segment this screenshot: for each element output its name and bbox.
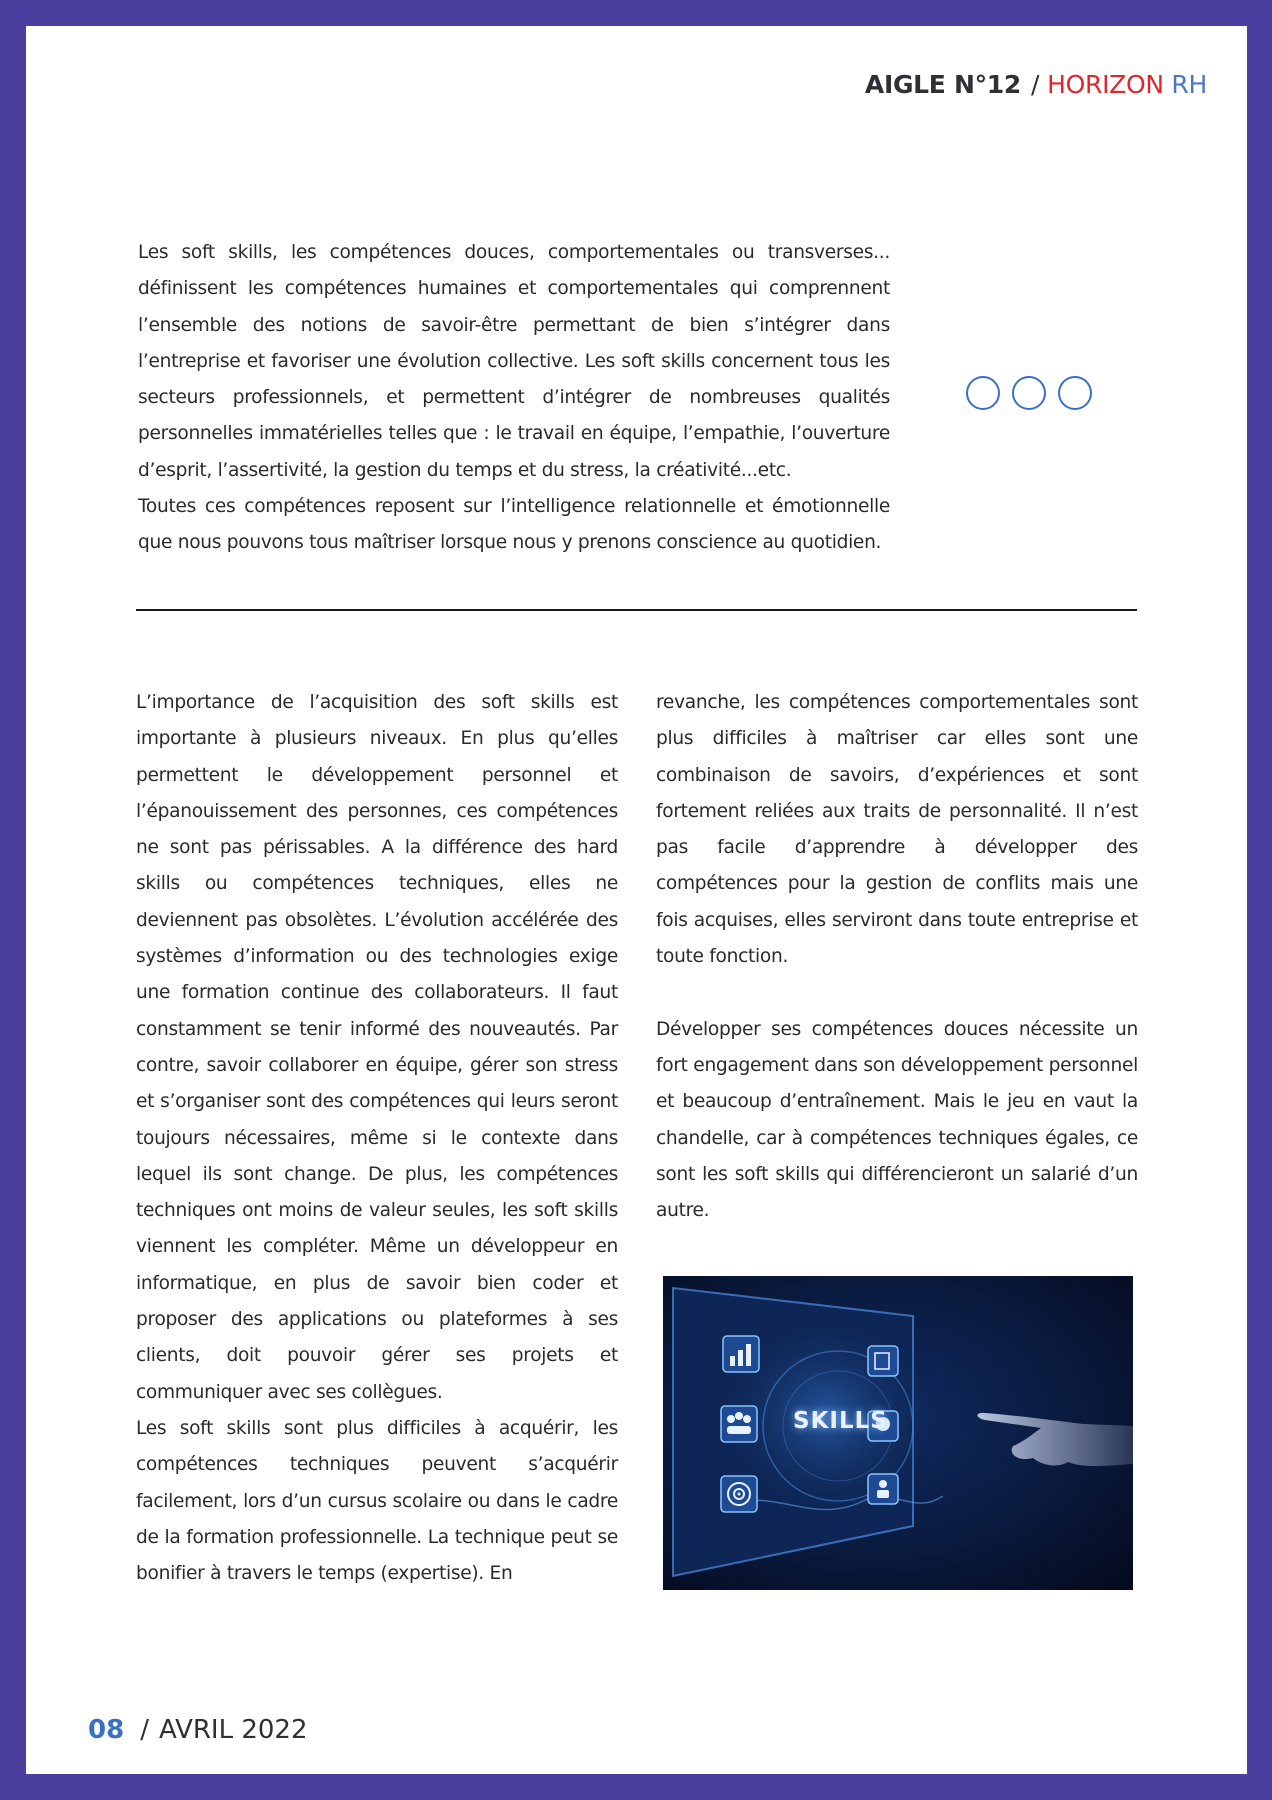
footer-separator: / <box>140 1715 149 1745</box>
article-paragraph: revanche, les compétences comportementales sont plus difficiles à maîtriser car elles sont une combinaison de savoirs, d’expériences et sont fortement reliées aux traits de personnalité. Il n’est pas facile d’apprendre à développer des compétences pour la gestion de conflits mais une fois acquises, elles serviront dans toute entreprise et toute fonction. <box>656 692 1138 968</box>
person-award-icon <box>868 1474 898 1504</box>
skills-illustration <box>663 1276 1133 1590</box>
circle-icon <box>966 376 1000 410</box>
header-separator: / <box>1031 70 1040 99</box>
page-number: 08 <box>88 1715 125 1745</box>
issue-label: AIGLE N°12 <box>864 70 1021 99</box>
page-footer <box>88 1715 308 1745</box>
article-column-right <box>656 685 1138 1229</box>
document-icon <box>868 1346 898 1376</box>
section-divider <box>136 609 1137 611</box>
intro-text <box>138 235 890 562</box>
article-column-left <box>136 685 618 1592</box>
pointing-hand <box>978 1413 1134 1466</box>
team-icon <box>721 1406 757 1442</box>
issue-date: AVRIL 2022 <box>158 1715 308 1745</box>
article-paragraph: L’importance de l’acquisition des soft skills est importante à plusieurs niveaux. En plus qu’elles permettent le développement personnel et l’épanouissement des personnes, ces compétences ne sont pas périssables. A la différence des hard skills ou compétences techniques, elles ne deviennent pas obsolètes. L’évolution accélérée des systèmes d’information ou des technologies exige une formation continue des collaborateurs. Il faut constamment se tenir informé des nouveautés. Par contre, savoir collaborer en équipe, gérer son stress et s’organiser sont des compétences qui leurs seront toujours nécessaires, même si le contexte dans lequel ils sont change. De plus, les compétences techniques ont moins de valeur seules, les soft skills viennent les compléter. Même un développeur en informatique, en plus de savoir bien coder et proposer des applications ou plateformes à ses clients, doit pouvoir gérer ses projets et communiquer avec ses collègues. <box>136 692 618 1403</box>
bar-chart-icon <box>723 1336 759 1372</box>
page-header <box>865 70 1207 99</box>
brand-rh: RH <box>1171 70 1207 99</box>
brand-horizon: HORIZON <box>1047 70 1164 99</box>
intro-paragraph-1: Les soft skills, les compétences douces, comportementales ou transverses... définissent les compétences humaines et comportementales qui comprennent l’ensemble des notions de savoir-être permettant de bien s’intégrer dans l’entreprise et favoriser une évolution collective. Les soft skills concernent tous les secteurs professionnels, et permettent d’intégrer de nombreuses qualités personnelles immatérielles telles que : le travail en équipe, l’empathie, l’ouverture d’esprit, l’assertivité, la gestion du temps et du stress, la créativité...etc. <box>138 242 890 481</box>
article-paragraph: Les soft skills sont plus difficiles à acquérir, les compétences techniques peuvent s’acquérir facilement, lors d’un cursus scolaire ou dans le cadre de la formation professionnelle. La technique peut se bonifier à travers le temps (expertise). En <box>136 1417 618 1585</box>
intro-paragraph-2: Toutes ces compétences reposent sur l’intelligence relationnelle et émotionnelle que nous pouvons tous maîtriser lorsque nous y prenons conscience au quotidien. <box>138 496 890 554</box>
circle-icon <box>1012 376 1046 410</box>
skills-photo <box>663 1276 1133 1590</box>
decorative-circles <box>966 376 1104 416</box>
target-icon <box>721 1476 757 1512</box>
magazine-page <box>26 26 1247 1774</box>
circle-icon <box>1058 376 1092 410</box>
skills-label: SKILLS <box>793 1408 888 1434</box>
article-paragraph: Développer ses compétences douces nécessite un fort engagement dans son développement personnel et beaucoup d’entraînement. Mais le jeu en vaut la chandelle, car à compétences techniques égales, ce sont les soft skills qui différencieront un salarié d’un autre. <box>656 1018 1138 1222</box>
